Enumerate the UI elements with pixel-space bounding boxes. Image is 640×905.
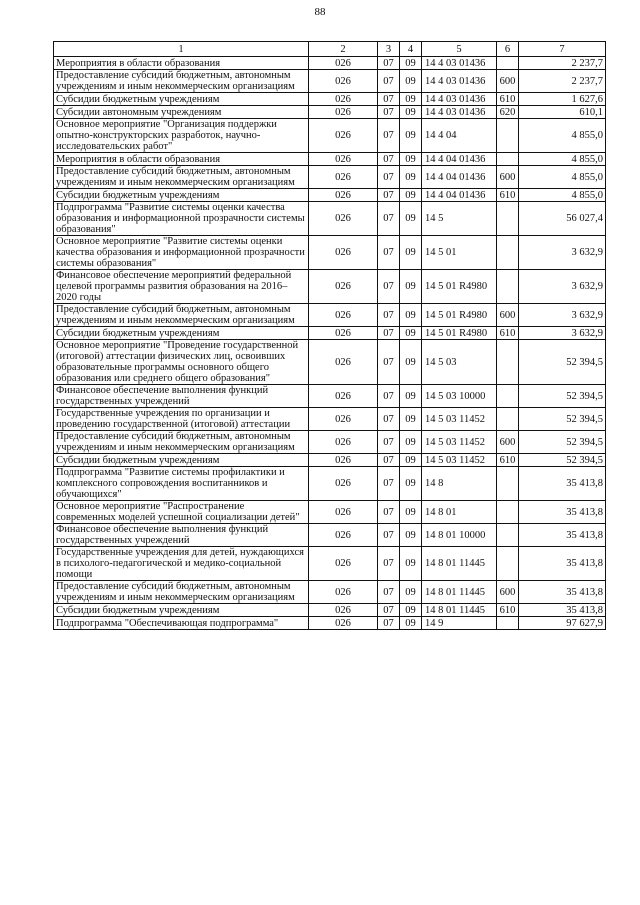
expense-type-cell: 610: [497, 189, 519, 202]
row-name-cell: Субсидии бюджетным учреждениям: [54, 93, 309, 106]
row-name-cell: Основное мероприятие "Организация поддержки опытно-конструкторских разработок, научно-исследовательских работ": [54, 119, 309, 153]
subsection-cell: 09: [400, 93, 422, 106]
expense-type-cell: 610: [497, 327, 519, 340]
table-row: [54, 501, 606, 524]
admin-code-cell: 026: [309, 454, 378, 467]
table-row: [54, 385, 606, 408]
row-name-cell: Предоставление субсидий бюджетным, автономным учреждениям и иным некоммерческим организациям: [54, 70, 309, 93]
expense-type-cell: [497, 501, 519, 524]
target-article-cell: 14 8: [422, 467, 497, 501]
expense-type-cell: [497, 408, 519, 431]
subsection-cell: 09: [400, 501, 422, 524]
target-article-cell: 14 5 01 R4980: [422, 270, 497, 304]
subsection-cell: 09: [400, 166, 422, 189]
admin-code-cell: 026: [309, 617, 378, 630]
admin-code-cell: 026: [309, 524, 378, 547]
section-cell: 07: [378, 617, 400, 630]
expense-type-cell: [497, 467, 519, 501]
table-row: [54, 70, 606, 93]
table-row: [54, 524, 606, 547]
subsection-cell: 09: [400, 385, 422, 408]
row-name-cell: Предоставление субсидий бюджетным, автономным учреждениям и иным некоммерческим организациям: [54, 581, 309, 604]
section-cell: 07: [378, 524, 400, 547]
table-row: [54, 236, 606, 270]
expense-type-cell: [497, 119, 519, 153]
section-cell: 07: [378, 270, 400, 304]
expense-type-cell: [497, 385, 519, 408]
row-name-cell: Мероприятия в области образования: [54, 57, 309, 70]
section-cell: 07: [378, 467, 400, 501]
amount-cell: 2 237,7: [519, 70, 606, 93]
amount-cell: 1 627,6: [519, 93, 606, 106]
admin-code-cell: 026: [309, 236, 378, 270]
admin-code-cell: 026: [309, 340, 378, 385]
admin-code-cell: 026: [309, 202, 378, 236]
admin-code-cell: 026: [309, 166, 378, 189]
expense-type-cell: [497, 236, 519, 270]
header-cell: 2: [309, 42, 378, 57]
subsection-cell: 09: [400, 617, 422, 630]
header-row: [54, 42, 606, 57]
subsection-cell: 09: [400, 524, 422, 547]
target-article-cell: 14 4 04 01436: [422, 153, 497, 166]
table-body: [54, 57, 606, 630]
expense-type-cell: [497, 270, 519, 304]
subsection-cell: 09: [400, 106, 422, 119]
admin-code-cell: 026: [309, 70, 378, 93]
row-name-cell: Подпрограмма "Развитие системы оценки качества образования и информационной прозрачности системы образования": [54, 202, 309, 236]
amount-cell: 97 627,9: [519, 617, 606, 630]
target-article-cell: 14 5: [422, 202, 497, 236]
admin-code-cell: 026: [309, 604, 378, 617]
table-row: [54, 408, 606, 431]
header-cell: 5: [422, 42, 497, 57]
target-article-cell: 14 5 03 11452: [422, 454, 497, 467]
header-cell: 4: [400, 42, 422, 57]
section-cell: 07: [378, 70, 400, 93]
table-row: [54, 106, 606, 119]
subsection-cell: 09: [400, 340, 422, 385]
target-article-cell: 14 5 01 R4980: [422, 327, 497, 340]
row-name-cell: Подпрограмма "Обеспечивающая подпрограмма": [54, 617, 309, 630]
target-article-cell: 14 5 03 11452: [422, 431, 497, 454]
target-article-cell: 14 5 03 11452: [422, 408, 497, 431]
admin-code-cell: 026: [309, 408, 378, 431]
row-name-cell: Основное мероприятие "Развитие системы оценки качества образования и информационной прозрачности системы образования": [54, 236, 309, 270]
header-cell: 7: [519, 42, 606, 57]
row-name-cell: Предоставление субсидий бюджетным, автономным учреждениям и иным некоммерческим организациям: [54, 166, 309, 189]
target-article-cell: 14 8 01 11445: [422, 581, 497, 604]
target-article-cell: 14 5 01: [422, 236, 497, 270]
section-cell: 07: [378, 202, 400, 236]
target-article-cell: 14 4 03 01436: [422, 57, 497, 70]
table-row: [54, 327, 606, 340]
subsection-cell: 09: [400, 408, 422, 431]
admin-code-cell: 026: [309, 119, 378, 153]
subsection-cell: 09: [400, 202, 422, 236]
amount-cell: 3 632,9: [519, 236, 606, 270]
target-article-cell: 14 5 01 R4980: [422, 304, 497, 327]
target-article-cell: 14 5 03: [422, 340, 497, 385]
section-cell: 07: [378, 106, 400, 119]
table-row: [54, 166, 606, 189]
amount-cell: 56 027,4: [519, 202, 606, 236]
amount-cell: 35 413,8: [519, 501, 606, 524]
admin-code-cell: 026: [309, 57, 378, 70]
subsection-cell: 09: [400, 467, 422, 501]
section-cell: 07: [378, 153, 400, 166]
amount-cell: 4 855,0: [519, 189, 606, 202]
admin-code-cell: 026: [309, 431, 378, 454]
expense-type-cell: [497, 57, 519, 70]
table-header: [54, 42, 606, 57]
amount-cell: 4 855,0: [519, 153, 606, 166]
section-cell: 07: [378, 581, 400, 604]
expense-type-cell: [497, 153, 519, 166]
row-name-cell: Государственные учреждения по организации и проведению государственной (итоговой) аттестации: [54, 408, 309, 431]
amount-cell: 35 413,8: [519, 524, 606, 547]
row-name-cell: Субсидии бюджетным учреждениям: [54, 454, 309, 467]
row-name-cell: Финансовое обеспечение выполнения функций государственных учреждений: [54, 524, 309, 547]
header-cell: 3: [378, 42, 400, 57]
table-row: [54, 153, 606, 166]
subsection-cell: 09: [400, 327, 422, 340]
target-article-cell: 14 4 04 01436: [422, 166, 497, 189]
header-cell: 6: [497, 42, 519, 57]
row-name-cell: Предоставление субсидий бюджетным, автономным учреждениям и иным некоммерческим организациям: [54, 304, 309, 327]
admin-code-cell: 026: [309, 270, 378, 304]
admin-code-cell: 026: [309, 106, 378, 119]
amount-cell: 35 413,8: [519, 604, 606, 617]
target-article-cell: 14 5 03 10000: [422, 385, 497, 408]
table-row: [54, 93, 606, 106]
row-name-cell: Предоставление субсидий бюджетным, автономным учреждениям и иным некоммерческим организациям: [54, 431, 309, 454]
expense-type-cell: 620: [497, 106, 519, 119]
target-article-cell: 14 4 03 01436: [422, 106, 497, 119]
expense-type-cell: [497, 547, 519, 581]
section-cell: 07: [378, 604, 400, 617]
expense-type-cell: 600: [497, 431, 519, 454]
expense-type-cell: [497, 202, 519, 236]
section-cell: 07: [378, 93, 400, 106]
amount-cell: 4 855,0: [519, 166, 606, 189]
section-cell: 07: [378, 454, 400, 467]
row-name-cell: Мероприятия в области образования: [54, 153, 309, 166]
expense-type-cell: 610: [497, 93, 519, 106]
admin-code-cell: 026: [309, 467, 378, 501]
subsection-cell: 09: [400, 119, 422, 153]
target-article-cell: 14 4 04: [422, 119, 497, 153]
row-name-cell: Финансовое обеспечение выполнения функций государственных учреждений: [54, 385, 309, 408]
table-row: [54, 581, 606, 604]
section-cell: 07: [378, 431, 400, 454]
section-cell: 07: [378, 119, 400, 153]
table-row: [54, 57, 606, 70]
target-article-cell: 14 9: [422, 617, 497, 630]
table-row: [54, 340, 606, 385]
section-cell: 07: [378, 327, 400, 340]
table-row: [54, 617, 606, 630]
amount-cell: 52 394,5: [519, 340, 606, 385]
subsection-cell: 09: [400, 304, 422, 327]
subsection-cell: 09: [400, 547, 422, 581]
amount-cell: 52 394,5: [519, 431, 606, 454]
section-cell: 07: [378, 340, 400, 385]
subsection-cell: 09: [400, 153, 422, 166]
subsection-cell: 09: [400, 431, 422, 454]
expense-type-cell: 600: [497, 304, 519, 327]
amount-cell: 35 413,8: [519, 547, 606, 581]
table-row: [54, 304, 606, 327]
amount-cell: 2 237,7: [519, 57, 606, 70]
target-article-cell: 14 4 04 01436: [422, 189, 497, 202]
target-article-cell: 14 4 03 01436: [422, 93, 497, 106]
section-cell: 07: [378, 408, 400, 431]
section-cell: 07: [378, 547, 400, 581]
amount-cell: 52 394,5: [519, 454, 606, 467]
amount-cell: 3 632,9: [519, 270, 606, 304]
row-name-cell: Субсидии автономным учреждениям: [54, 106, 309, 119]
subsection-cell: 09: [400, 236, 422, 270]
target-article-cell: 14 8 01 11445: [422, 604, 497, 617]
table-row: [54, 431, 606, 454]
row-name-cell: Подпрограмма "Развитие системы профилактики и комплексного сопровождения воспитанников и обучающихся": [54, 467, 309, 501]
subsection-cell: 09: [400, 454, 422, 467]
expense-type-cell: [497, 617, 519, 630]
admin-code-cell: 026: [309, 189, 378, 202]
target-article-cell: 14 8 01: [422, 501, 497, 524]
subsection-cell: 09: [400, 581, 422, 604]
expense-type-cell: 600: [497, 70, 519, 93]
amount-cell: 35 413,8: [519, 467, 606, 501]
expense-type-cell: 610: [497, 454, 519, 467]
admin-code-cell: 026: [309, 501, 378, 524]
subsection-cell: 09: [400, 189, 422, 202]
row-name-cell: Основное мероприятие "Проведение государственной (итоговой) аттестации физических лиц, освоивших образовательные программы основного общего образования или среднего общего образования": [54, 340, 309, 385]
table-row: [54, 189, 606, 202]
admin-code-cell: 026: [309, 153, 378, 166]
target-article-cell: 14 4 03 01436: [422, 70, 497, 93]
admin-code-cell: 026: [309, 93, 378, 106]
section-cell: 07: [378, 236, 400, 270]
amount-cell: 52 394,5: [519, 408, 606, 431]
budget-table: [53, 41, 606, 630]
subsection-cell: 09: [400, 604, 422, 617]
table-row: [54, 202, 606, 236]
row-name-cell: Субсидии бюджетным учреждениям: [54, 189, 309, 202]
section-cell: 07: [378, 501, 400, 524]
table-row: [54, 119, 606, 153]
target-article-cell: 14 8 01 11445: [422, 547, 497, 581]
amount-cell: 4 855,0: [519, 119, 606, 153]
row-name-cell: Субсидии бюджетным учреждениям: [54, 604, 309, 617]
expense-type-cell: 610: [497, 604, 519, 617]
amount-cell: 35 413,8: [519, 581, 606, 604]
section-cell: 07: [378, 189, 400, 202]
amount-cell: 52 394,5: [519, 385, 606, 408]
page-number: 88: [314, 6, 326, 18]
section-cell: 07: [378, 385, 400, 408]
row-name-cell: Финансовое обеспечение мероприятий федеральной целевой программы развития образования на 2016–2020 годы: [54, 270, 309, 304]
admin-code-cell: 026: [309, 304, 378, 327]
section-cell: 07: [378, 57, 400, 70]
row-name-cell: Государственные учреждения для детей, нуждающихся в психолого-педагогической и медико-социальной помощи: [54, 547, 309, 581]
subsection-cell: 09: [400, 57, 422, 70]
table-row: [54, 270, 606, 304]
admin-code-cell: 026: [309, 581, 378, 604]
row-name-cell: Субсидии бюджетным учреждениям: [54, 327, 309, 340]
section-cell: 07: [378, 166, 400, 189]
admin-code-cell: 026: [309, 327, 378, 340]
expense-type-cell: 600: [497, 166, 519, 189]
table-row: [54, 467, 606, 501]
table-row: [54, 547, 606, 581]
admin-code-cell: 026: [309, 385, 378, 408]
table-row: [54, 454, 606, 467]
subsection-cell: 09: [400, 70, 422, 93]
amount-cell: 3 632,9: [519, 304, 606, 327]
target-article-cell: 14 8 01 10000: [422, 524, 497, 547]
expense-type-cell: [497, 524, 519, 547]
amount-cell: 610,1: [519, 106, 606, 119]
table-row: [54, 604, 606, 617]
expense-type-cell: [497, 340, 519, 385]
row-name-cell: Основное мероприятие "Распространение современных моделей успешной социализации детей": [54, 501, 309, 524]
header-cell: 1: [54, 42, 309, 57]
admin-code-cell: 026: [309, 547, 378, 581]
amount-cell: 3 632,9: [519, 327, 606, 340]
subsection-cell: 09: [400, 270, 422, 304]
section-cell: 07: [378, 304, 400, 327]
expense-type-cell: 600: [497, 581, 519, 604]
